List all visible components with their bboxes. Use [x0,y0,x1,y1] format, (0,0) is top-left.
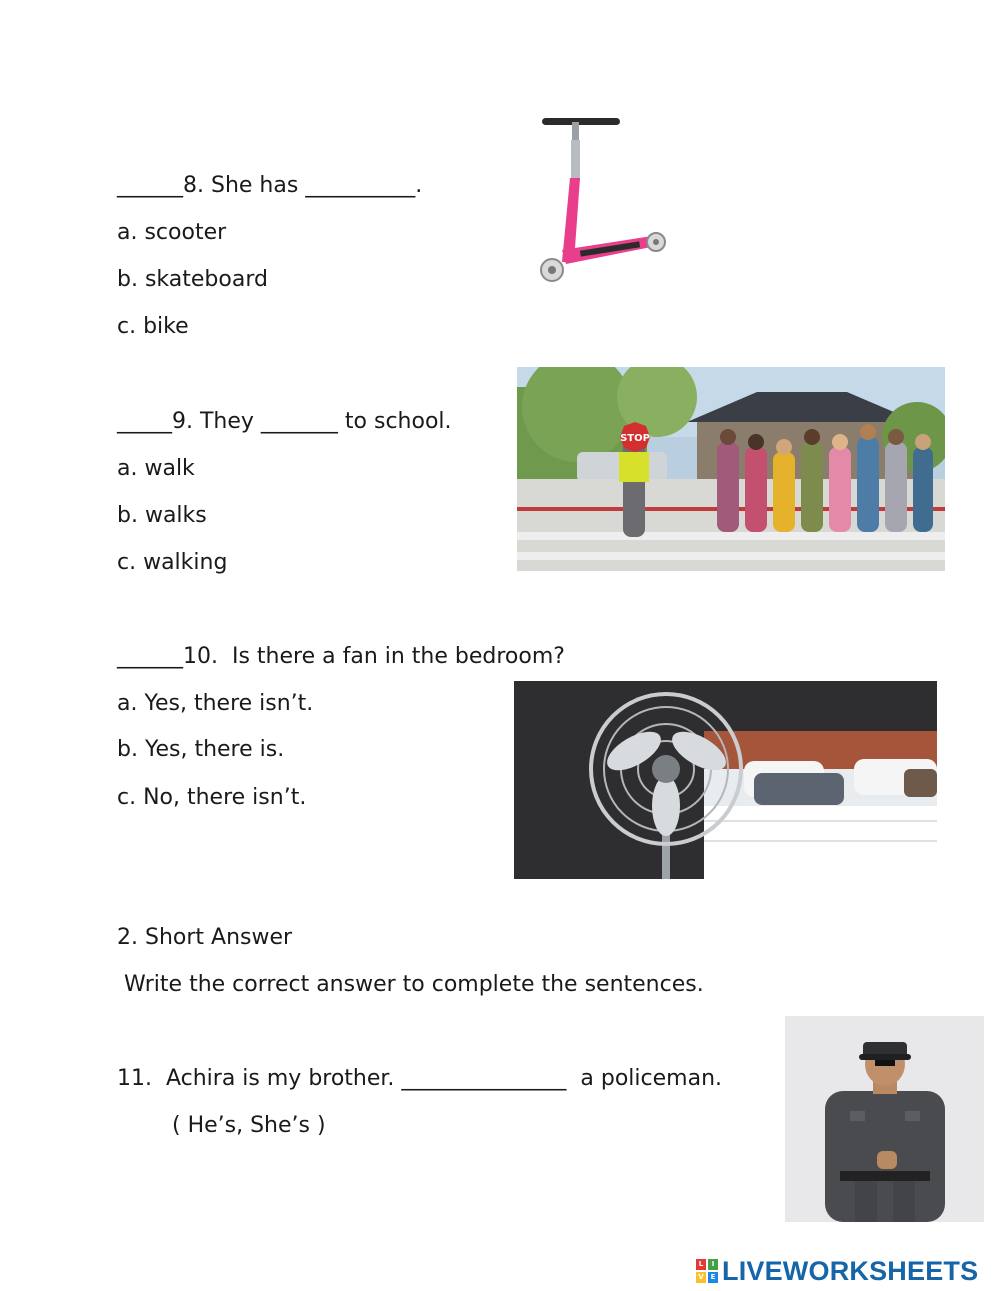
q8-question: ______8. She has __________. [117,173,423,198]
logo-blocks-icon: L I V E [696,1259,718,1283]
brand-name: LIVEWORKSHEETS [722,1255,979,1286]
q10-option-b: b. Yes, there is. [117,737,285,762]
children-walking-image [517,367,945,571]
liveworksheets-logo [696,1254,996,1288]
q11-choices: ( He’s, She’s ) [172,1113,326,1138]
q8-option-b: b. skateboard [117,267,268,292]
q10-question: ______10. Is there a fan in the bedroom? [117,644,565,669]
q9-option-b: b. walks [117,503,207,528]
q10-option-a: a. Yes, there isn’t. [117,691,314,716]
q8-option-c: c. bike [117,314,189,339]
q9-question: _____9. They _______ to school. [117,409,452,434]
q9-option-a: a. walk [117,456,195,481]
section-instruction: Write the correct answer to complete the sentences. [117,972,704,997]
policeman-image [785,1016,984,1222]
fan-bedroom-image [514,681,937,879]
scooter-image [532,112,674,290]
q10-option-c: c. No, there isn’t. [117,785,307,810]
q11-question: 11. Achira is my brother. _______________ a policeman. [117,1066,723,1091]
section-title: 2. Short Answer [117,925,293,950]
q9-option-c: c. walking [117,550,228,575]
q8-option-a: a. scooter [117,220,227,245]
stop-sign-text: STOP [620,433,650,444]
